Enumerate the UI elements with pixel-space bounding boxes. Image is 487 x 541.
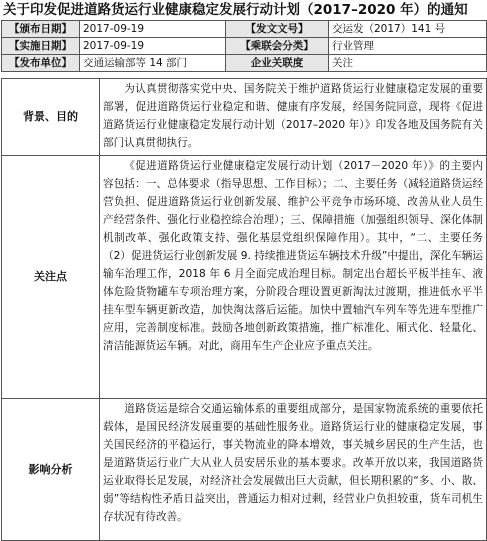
metadata-row bbox=[2, 38, 487, 55]
metadata-row bbox=[2, 55, 487, 72]
relevance-label: 企业关联度 bbox=[226, 55, 329, 72]
category-label: 【乘联会分类】 bbox=[226, 38, 329, 55]
impact-row bbox=[2, 399, 487, 541]
background-row bbox=[2, 79, 487, 156]
document-number-value: 交运发（2017）141 号 bbox=[329, 21, 487, 38]
issue-date-value: 2017-09-19 bbox=[80, 21, 226, 38]
focus-row bbox=[2, 156, 487, 399]
background-cell bbox=[100, 79, 487, 156]
issue-date-label: 【颁布日期】 bbox=[2, 21, 80, 38]
focus-label: 关注点 bbox=[2, 156, 100, 399]
impact-text: 道路货运是综合交通运输体系的重要组成部分，是国家物流系统的重要依托载体，是国民经济发展重要的基础性服务业。道路货运行业的健康稳定发展，事关国民经济的平稳运行，事关物流业的降本增效，事关城乡居民的生产生活，也是道路货运行业广大从业人员安居乐业的基本要求。改革开放以来，我国道路货运业取得长足发展，对经济社会发展做出巨大贡献，但长期积累的“多、小、散、弱”等结构性矛盾日益突出，普通运力相对过剩，经营业户负担较重，货车司机生存状况有待改善。 bbox=[103, 403, 483, 523]
focus-cell bbox=[100, 156, 487, 399]
effective-date-value: 2017-09-19 bbox=[80, 38, 226, 55]
document-number-label: 【发文文号】 bbox=[226, 21, 329, 38]
category-value: 行业管理 bbox=[329, 38, 487, 55]
impact-label: 影响分析 bbox=[2, 399, 100, 541]
metadata-row bbox=[2, 21, 487, 38]
background-text: 为认真贯彻落实党中央、国务院关于维护道路货运行业健康稳定发展的重要部署，促进道路货运行业稳定和谐、健康有序发展，经国务院同意，现将《促进道路货运行业健康稳定发展行动计划（2017–2020 年）》印发各地及国务院有关部门认真贯彻执行。 bbox=[103, 83, 483, 149]
background-label: 背景、目的 bbox=[2, 79, 100, 156]
content-table bbox=[1, 78, 487, 541]
focus-text: 《促进道路货运行业健康稳定发展行动计划（2017－2020 年）》的主要内容包括：一、总体要求（指导思想、工作目标）；二、主要任务（减轻道路货运经营负担、促进道路货运行业创新发展、维护公平竞争市场环境、改善从业人员生产经营条件、强化行业稳控综合治理）；三、保障措施（加强组织领导、深化体制机制改革、强化政策支持、强化基层党组织保障作用）。其中，“二、主要任务（2）促进货运行业创新发展 9. 持续推进货运车辆技术升级”中提出，深化车辆运输车治理工作，2018 年 6 月全面完成治理目标。制定出台超长平板半挂车、液体危险货物罐车专项治理方案，分阶段合理设置更新淘汰过渡期，推进低水平半挂车型车辆更新改造，加快淘汰落后运能。加快中置轴汽车列车等先进车型推广应用，完善制度标准。鼓励各地创新政策措施，推广标准化、厢式化、轻量化、清洁能源货运车辆。对此，商用车生产企业应予重点关注。 bbox=[103, 160, 483, 352]
metadata-table bbox=[1, 20, 487, 72]
document-title: 关于印发促进道路货运行业健康稳定发展行动计划（2017–2020 年）的通知 bbox=[3, 2, 468, 18]
relevance-value: 关注 bbox=[329, 55, 487, 72]
issuer-value: 交通运输部等 14 部门 bbox=[80, 55, 226, 72]
issuer-label: 【发布单位】 bbox=[2, 55, 80, 72]
effective-date-label: 【实施日期】 bbox=[2, 38, 80, 55]
impact-cell bbox=[100, 399, 487, 541]
